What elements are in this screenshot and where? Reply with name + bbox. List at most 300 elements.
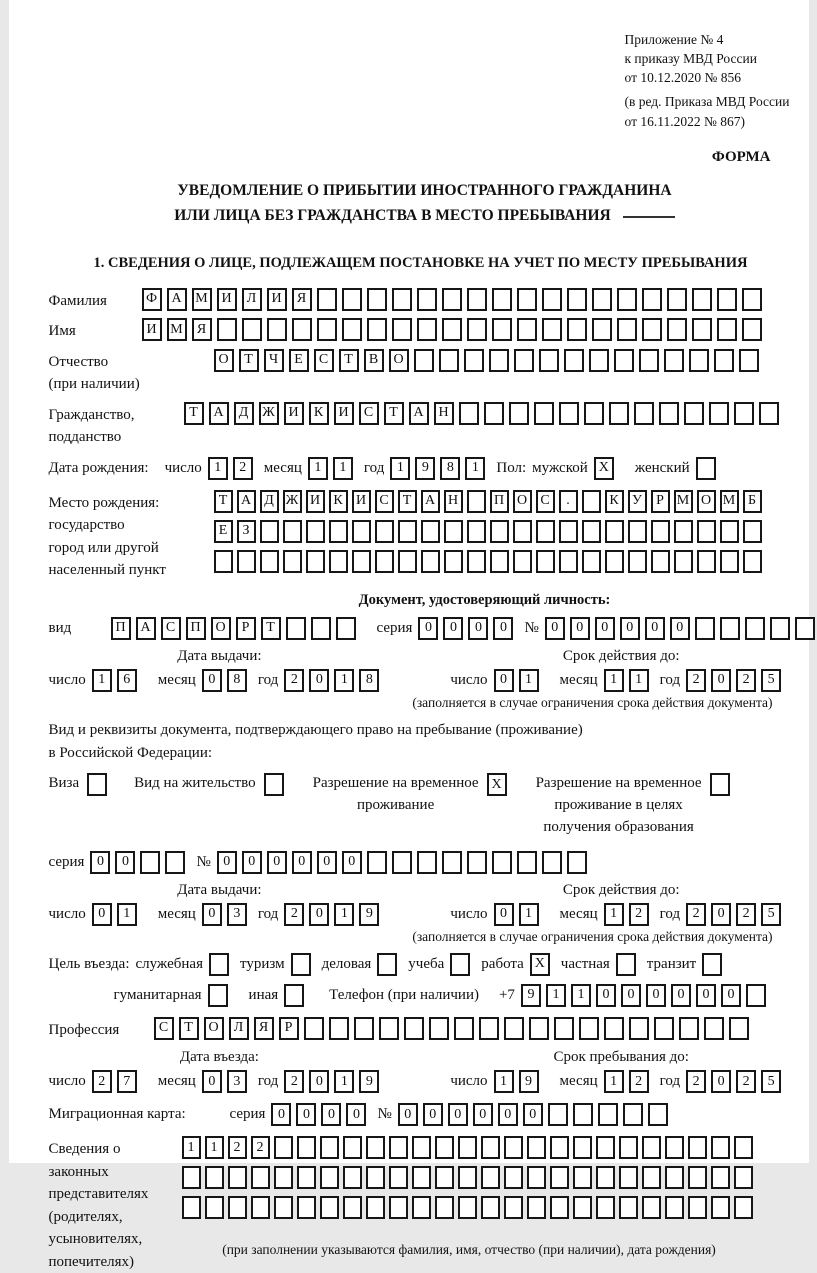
char-cell[interactable] [564,349,584,372]
char-cell[interactable] [695,617,715,640]
char-cell[interactable]: 0 [545,617,565,640]
char-cell[interactable] [527,1166,546,1189]
char-cell[interactable] [182,1196,201,1219]
char-cell[interactable]: 0 [309,903,329,926]
char-cell[interactable]: 0 [423,1103,443,1126]
char-cell[interactable]: В [364,349,384,372]
char-cell[interactable]: У [628,490,647,513]
char-cell[interactable] [664,349,684,372]
char-cell[interactable]: 1 [333,457,353,480]
char-cell[interactable] [412,1166,431,1189]
char-cell[interactable] [320,1136,339,1159]
char-cell[interactable] [237,550,256,573]
char-cell[interactable] [659,402,679,425]
char-cell[interactable]: 0 [448,1103,468,1126]
char-cell[interactable]: 0 [346,1103,366,1126]
char-cell[interactable] [697,550,716,573]
char-cell[interactable]: 9 [519,1070,539,1093]
char-cell[interactable] [665,1136,684,1159]
char-cell[interactable] [450,953,470,976]
char-cell[interactable]: А [209,402,229,425]
char-cell[interactable] [592,288,612,311]
char-cell[interactable]: 1 [334,669,354,692]
char-cell[interactable] [619,1166,638,1189]
char-cell[interactable]: 1 [604,669,624,692]
char-cell[interactable] [720,617,740,640]
char-cell[interactable] [379,1017,399,1040]
char-cell[interactable]: Л [242,288,262,311]
char-cell[interactable] [317,288,337,311]
char-cell[interactable] [702,953,722,976]
char-cell[interactable] [439,349,459,372]
char-cell[interactable] [704,1017,724,1040]
char-cell[interactable]: Я [254,1017,274,1040]
char-cell[interactable] [297,1166,316,1189]
char-cell[interactable]: 0 [267,851,287,874]
char-cell[interactable]: 3 [227,1070,247,1093]
char-cell[interactable] [688,1166,707,1189]
char-cell[interactable] [208,984,228,1007]
char-cell[interactable]: . [559,490,578,513]
char-cell[interactable] [284,984,304,1007]
char-cell[interactable] [489,349,509,372]
char-cell[interactable] [567,318,587,341]
char-cell[interactable]: 9 [521,984,541,1007]
char-cell[interactable]: 0 [473,1103,493,1126]
char-cell[interactable] [692,288,712,311]
char-cell[interactable]: 0 [494,669,514,692]
char-cell[interactable] [527,1136,546,1159]
char-cell[interactable] [609,402,629,425]
char-cell[interactable] [550,1136,569,1159]
char-cell[interactable]: 1 [494,1070,514,1093]
char-cell[interactable] [674,550,693,573]
char-cell[interactable] [467,318,487,341]
char-cell[interactable] [398,550,417,573]
char-cell[interactable] [582,490,601,513]
char-cell[interactable] [539,349,559,372]
char-cell[interactable] [342,318,362,341]
char-cell[interactable] [605,550,624,573]
char-cell[interactable]: X [594,457,614,480]
char-cell[interactable] [87,773,107,796]
char-cell[interactable] [513,550,532,573]
char-cell[interactable]: 0 [443,617,463,640]
char-cell[interactable]: 0 [711,1070,731,1093]
char-cell[interactable]: 0 [271,1103,291,1126]
char-cell[interactable] [679,1017,699,1040]
char-cell[interactable] [459,402,479,425]
char-cell[interactable] [579,1017,599,1040]
char-cell[interactable] [274,1136,293,1159]
char-cell[interactable] [567,851,587,874]
char-cell[interactable]: 0 [671,984,691,1007]
char-cell[interactable] [604,1017,624,1040]
char-cell[interactable] [795,617,815,640]
char-cell[interactable]: 0 [217,851,237,874]
char-cell[interactable] [743,520,762,543]
char-cell[interactable]: Т [184,402,204,425]
char-cell[interactable] [714,349,734,372]
char-cell[interactable] [304,1017,324,1040]
char-cell[interactable] [654,1017,674,1040]
char-cell[interactable] [283,550,302,573]
char-cell[interactable] [619,1196,638,1219]
char-cell[interactable] [614,349,634,372]
char-cell[interactable] [366,1136,385,1159]
char-cell[interactable] [554,1017,574,1040]
char-cell[interactable]: 0 [321,1103,341,1126]
char-cell[interactable]: 1 [604,903,624,926]
char-cell[interactable] [582,520,601,543]
char-cell[interactable] [504,1196,523,1219]
char-cell[interactable]: П [490,490,509,513]
char-cell[interactable] [605,520,624,543]
char-cell[interactable]: 2 [686,903,706,926]
char-cell[interactable] [710,773,730,796]
char-cell[interactable]: Ч [264,349,284,372]
char-cell[interactable] [412,1196,431,1219]
char-cell[interactable] [458,1196,477,1219]
char-cell[interactable]: 1 [208,457,228,480]
char-cell[interactable]: 1 [205,1136,224,1159]
char-cell[interactable] [573,1196,592,1219]
char-cell[interactable]: М [167,318,187,341]
char-cell[interactable] [589,349,609,372]
char-cell[interactable] [354,1017,374,1040]
char-cell[interactable] [421,520,440,543]
char-cell[interactable] [542,851,562,874]
char-cell[interactable] [628,550,647,573]
char-cell[interactable] [306,520,325,543]
char-cell[interactable] [412,1136,431,1159]
char-cell[interactable]: 0 [621,984,641,1007]
char-cell[interactable] [529,1017,549,1040]
char-cell[interactable] [467,550,486,573]
char-cell[interactable] [392,318,412,341]
char-cell[interactable] [481,1166,500,1189]
char-cell[interactable]: И [352,490,371,513]
char-cell[interactable] [584,402,604,425]
char-cell[interactable]: С [154,1017,174,1040]
char-cell[interactable] [734,1136,753,1159]
char-cell[interactable]: 0 [670,617,690,640]
char-cell[interactable]: О [697,490,716,513]
char-cell[interactable] [417,318,437,341]
char-cell[interactable] [274,1166,293,1189]
char-cell[interactable]: 2 [284,1070,304,1093]
char-cell[interactable]: 0 [645,617,665,640]
char-cell[interactable]: И [306,490,325,513]
char-cell[interactable]: X [530,953,550,976]
char-cell[interactable] [729,1017,749,1040]
char-cell[interactable] [642,318,662,341]
char-cell[interactable] [377,953,397,976]
char-cell[interactable] [742,318,762,341]
char-cell[interactable] [665,1166,684,1189]
char-cell[interactable] [481,1136,500,1159]
char-cell[interactable] [711,1196,730,1219]
char-cell[interactable]: Р [651,490,670,513]
char-cell[interactable] [642,1136,661,1159]
char-cell[interactable]: 2 [284,669,304,692]
char-cell[interactable]: М [192,288,212,311]
char-cell[interactable] [467,520,486,543]
char-cell[interactable] [513,520,532,543]
char-cell[interactable]: 0 [620,617,640,640]
char-cell[interactable]: 0 [317,851,337,874]
char-cell[interactable] [435,1196,454,1219]
char-cell[interactable] [743,550,762,573]
char-cell[interactable]: 0 [596,984,616,1007]
char-cell[interactable] [770,617,790,640]
char-cell[interactable] [688,1136,707,1159]
char-cell[interactable]: 2 [629,903,649,926]
char-cell[interactable] [534,402,554,425]
char-cell[interactable] [458,1166,477,1189]
char-cell[interactable]: 0 [570,617,590,640]
char-cell[interactable] [734,1196,753,1219]
char-cell[interactable] [283,520,302,543]
char-cell[interactable] [306,550,325,573]
char-cell[interactable] [548,1103,568,1126]
char-cell[interactable]: З [237,520,256,543]
char-cell[interactable] [665,1196,684,1219]
char-cell[interactable] [667,288,687,311]
char-cell[interactable] [642,1166,661,1189]
char-cell[interactable]: Т [398,490,417,513]
char-cell[interactable] [352,550,371,573]
char-cell[interactable]: 2 [629,1070,649,1093]
char-cell[interactable] [598,1103,618,1126]
char-cell[interactable] [264,773,284,796]
char-cell[interactable] [527,1196,546,1219]
char-cell[interactable] [742,288,762,311]
char-cell[interactable] [592,318,612,341]
char-cell[interactable] [392,851,412,874]
char-cell[interactable] [442,851,462,874]
char-cell[interactable] [442,318,462,341]
char-cell[interactable]: 0 [498,1103,518,1126]
char-cell[interactable]: 0 [115,851,135,874]
char-cell[interactable]: С [359,402,379,425]
char-cell[interactable] [573,1136,592,1159]
char-cell[interactable]: И [267,288,287,311]
char-cell[interactable]: 2 [233,457,253,480]
char-cell[interactable]: 0 [90,851,110,874]
char-cell[interactable] [228,1196,247,1219]
char-cell[interactable] [367,851,387,874]
char-cell[interactable]: 2 [736,669,756,692]
char-cell[interactable]: Я [292,288,312,311]
char-cell[interactable] [429,1017,449,1040]
char-cell[interactable] [260,550,279,573]
char-cell[interactable] [536,550,555,573]
char-cell[interactable] [444,550,463,573]
char-cell[interactable]: 5 [761,903,781,926]
char-cell[interactable] [292,318,312,341]
char-cell[interactable]: 2 [686,1070,706,1093]
char-cell[interactable] [481,1196,500,1219]
char-cell[interactable] [667,318,687,341]
char-cell[interactable] [490,520,509,543]
char-cell[interactable] [617,288,637,311]
char-cell[interactable] [517,288,537,311]
char-cell[interactable]: Т [239,349,259,372]
char-cell[interactable] [517,851,537,874]
char-cell[interactable] [642,1196,661,1219]
char-cell[interactable] [329,550,348,573]
char-cell[interactable] [504,1166,523,1189]
char-cell[interactable] [242,318,262,341]
char-cell[interactable] [642,288,662,311]
char-cell[interactable]: Т [261,617,281,640]
char-cell[interactable] [746,984,766,1007]
char-cell[interactable] [711,1166,730,1189]
char-cell[interactable] [205,1166,224,1189]
char-cell[interactable] [492,288,512,311]
char-cell[interactable]: 8 [359,669,379,692]
char-cell[interactable] [596,1166,615,1189]
char-cell[interactable]: А [421,490,440,513]
char-cell[interactable] [414,349,434,372]
char-cell[interactable] [709,402,729,425]
char-cell[interactable]: А [167,288,187,311]
char-cell[interactable]: 8 [227,669,247,692]
char-cell[interactable]: К [309,402,329,425]
char-cell[interactable]: 8 [440,457,460,480]
char-cell[interactable] [596,1136,615,1159]
char-cell[interactable]: С [375,490,394,513]
char-cell[interactable]: К [605,490,624,513]
char-cell[interactable] [317,318,337,341]
char-cell[interactable]: 6 [117,669,137,692]
char-cell[interactable] [517,318,537,341]
char-cell[interactable]: Н [434,402,454,425]
char-cell[interactable] [559,402,579,425]
char-cell[interactable]: 0 [202,1070,222,1093]
char-cell[interactable] [711,1136,730,1159]
char-cell[interactable] [274,1196,293,1219]
char-cell[interactable]: 9 [415,457,435,480]
char-cell[interactable]: М [720,490,739,513]
char-cell[interactable] [464,349,484,372]
char-cell[interactable] [484,402,504,425]
char-cell[interactable] [648,1103,668,1126]
char-cell[interactable]: К [329,490,348,513]
char-cell[interactable] [267,318,287,341]
char-cell[interactable] [567,288,587,311]
char-cell[interactable]: 0 [342,851,362,874]
char-cell[interactable]: 9 [359,903,379,926]
char-cell[interactable] [417,851,437,874]
char-cell[interactable] [389,1196,408,1219]
char-cell[interactable]: 0 [292,851,312,874]
char-cell[interactable]: 0 [309,1070,329,1093]
char-cell[interactable]: 0 [92,903,112,926]
char-cell[interactable]: 9 [359,1070,379,1093]
char-cell[interactable] [550,1196,569,1219]
char-cell[interactable] [343,1136,362,1159]
char-cell[interactable]: О [204,1017,224,1040]
char-cell[interactable] [297,1196,316,1219]
char-cell[interactable]: 1 [334,1070,354,1093]
char-cell[interactable] [617,318,637,341]
char-cell[interactable] [367,318,387,341]
char-cell[interactable]: 0 [721,984,741,1007]
char-cell[interactable] [688,1196,707,1219]
char-cell[interactable]: 1 [571,984,591,1007]
char-cell[interactable] [389,1166,408,1189]
char-cell[interactable]: 0 [595,617,615,640]
char-cell[interactable] [343,1196,362,1219]
char-cell[interactable] [717,318,737,341]
char-cell[interactable]: 0 [523,1103,543,1126]
char-cell[interactable]: А [136,617,156,640]
char-cell[interactable]: 2 [251,1136,270,1159]
char-cell[interactable]: 3 [227,903,247,926]
char-cell[interactable] [320,1196,339,1219]
char-cell[interactable] [639,349,659,372]
char-cell[interactable]: Т [339,349,359,372]
char-cell[interactable]: С [536,490,555,513]
char-cell[interactable]: 0 [696,984,716,1007]
char-cell[interactable]: Р [279,1017,299,1040]
char-cell[interactable]: 1 [117,903,137,926]
char-cell[interactable] [734,402,754,425]
char-cell[interactable] [467,490,486,513]
char-cell[interactable]: 1 [308,457,328,480]
char-cell[interactable] [366,1196,385,1219]
char-cell[interactable] [329,1017,349,1040]
char-cell[interactable]: Н [444,490,463,513]
char-cell[interactable] [217,318,237,341]
char-cell[interactable] [573,1166,592,1189]
char-cell[interactable] [260,520,279,543]
char-cell[interactable] [504,1017,524,1040]
char-cell[interactable] [352,520,371,543]
char-cell[interactable] [366,1166,385,1189]
char-cell[interactable]: Р [236,617,256,640]
char-cell[interactable]: 1 [546,984,566,1007]
char-cell[interactable] [734,1166,753,1189]
char-cell[interactable]: С [161,617,181,640]
char-cell[interactable]: О [211,617,231,640]
char-cell[interactable]: М [674,490,693,513]
char-cell[interactable]: 2 [736,1070,756,1093]
char-cell[interactable]: Ф [142,288,162,311]
char-cell[interactable]: 1 [629,669,649,692]
char-cell[interactable]: П [111,617,131,640]
char-cell[interactable] [692,318,712,341]
char-cell[interactable]: 1 [465,457,485,480]
char-cell[interactable]: Б [743,490,762,513]
char-cell[interactable] [435,1136,454,1159]
char-cell[interactable] [343,1166,362,1189]
char-cell[interactable]: Т [179,1017,199,1040]
char-cell[interactable]: 0 [202,669,222,692]
char-cell[interactable] [467,851,487,874]
char-cell[interactable] [504,1136,523,1159]
char-cell[interactable] [739,349,759,372]
char-cell[interactable]: 1 [390,457,410,480]
char-cell[interactable] [329,520,348,543]
char-cell[interactable] [745,617,765,640]
char-cell[interactable]: 0 [711,903,731,926]
char-cell[interactable] [342,288,362,311]
char-cell[interactable]: 0 [493,617,513,640]
char-cell[interactable] [479,1017,499,1040]
